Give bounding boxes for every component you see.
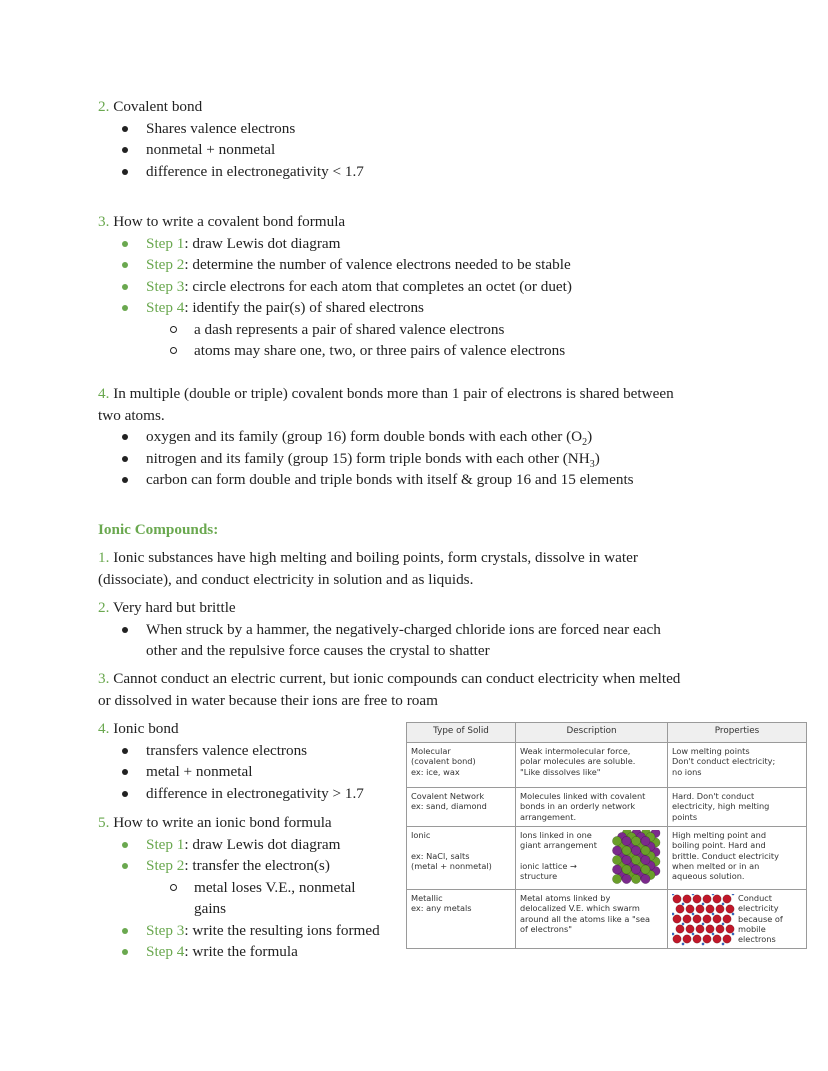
section-covalent-formula xyxy=(98,211,738,362)
ion-purple xyxy=(641,836,650,845)
list-item: Step 1: draw Lewis dot diagram xyxy=(98,834,403,856)
metal-cation xyxy=(723,895,731,903)
table-row xyxy=(407,743,807,788)
table-header-row xyxy=(407,723,807,743)
metal-cation xyxy=(693,895,701,903)
ionic-lattice-image xyxy=(609,830,661,886)
electron xyxy=(682,903,684,905)
table-row xyxy=(407,827,807,890)
metal-cation xyxy=(713,935,721,943)
ion-green xyxy=(631,874,640,883)
paragraph: 3. Cannot conduct an electric current, but ionic compounds can conduct electricity when melted xyxy=(98,670,681,687)
column-header: Properties xyxy=(668,723,807,743)
ionic-point-3 xyxy=(98,668,758,711)
ion-green xyxy=(631,836,640,845)
list-item: difference in electronegativity < 1.7 xyxy=(98,161,738,183)
paragraph: two atoms. xyxy=(98,406,165,424)
metal-cation xyxy=(696,905,704,913)
metal-cation xyxy=(703,915,711,923)
metal-cation xyxy=(723,935,731,943)
ion-green xyxy=(641,865,650,874)
metal-cation xyxy=(676,925,684,933)
metal-cation xyxy=(686,905,694,913)
ion-purple xyxy=(641,874,650,883)
metal-cation xyxy=(713,915,721,923)
table-cell: Conduct electricity because of mobile electrons xyxy=(668,890,807,949)
electron xyxy=(702,943,704,945)
metal-cation xyxy=(696,925,704,933)
electron xyxy=(692,933,694,935)
list-item: Shares valence electrons xyxy=(98,118,738,140)
metal-cation xyxy=(673,915,681,923)
list-item: difference in electronegativity > 1.7 xyxy=(98,783,398,805)
table-cell: Ionic ex: NaCl, salts (metal + nonmetal) xyxy=(407,827,516,890)
table-cell: Molecules linked with covalent bonds in an orderly network arrangement. xyxy=(516,788,668,827)
metal-cation xyxy=(706,905,714,913)
table-cell: Low melting points Don't conduct electricity; no ions xyxy=(668,743,807,788)
list-item: metal + nonmetal xyxy=(98,761,398,783)
metal-cation xyxy=(703,895,711,903)
table-cell: Weak intermolecular force, polar molecules are soluble. "Like dissolves like" xyxy=(516,743,668,788)
metal-cation xyxy=(716,905,724,913)
table-cell: Metallic ex: any metals xyxy=(407,890,516,949)
ion-purple xyxy=(631,846,640,855)
ion-green xyxy=(612,874,621,883)
metal-cation xyxy=(673,935,681,943)
electron xyxy=(722,943,724,945)
list-item: carbon can form double and triple bonds with itself & group 16 and 15 elements xyxy=(98,469,758,491)
ion-purple xyxy=(631,865,640,874)
electron xyxy=(712,894,714,895)
list-item: transfers valence electrons xyxy=(98,740,398,762)
metal-cation xyxy=(683,915,691,923)
ionic-point-1 xyxy=(98,547,758,590)
paragraph: or dissolved in water because their ions are free to roam xyxy=(98,691,438,709)
table-cell: Metal atoms linked by delocalized V.E. which swarm around all the atoms like a "sea of electrons" xyxy=(516,890,668,949)
metal-cation xyxy=(706,925,714,933)
metal-cation xyxy=(703,935,711,943)
list-item: nonmetal + nonmetal xyxy=(98,139,738,161)
ion-purple xyxy=(622,855,631,864)
ion-purple xyxy=(641,855,650,864)
ion-purple xyxy=(622,836,631,845)
section-multiple-bonds xyxy=(98,383,758,491)
electron xyxy=(732,913,734,915)
metal-cation xyxy=(726,925,734,933)
electron xyxy=(702,923,704,925)
ion-purple xyxy=(612,865,621,874)
electron xyxy=(732,894,734,895)
ionic-point-4 xyxy=(98,718,398,804)
electron xyxy=(682,923,684,925)
metal-cation xyxy=(686,925,694,933)
section-heading: 4. Ionic bond xyxy=(98,720,179,737)
list-item: Step 2: determine the number of valence electrons needed to be stable xyxy=(98,254,738,276)
section-heading: 2. Covalent bond xyxy=(98,98,203,115)
list-item: nitrogen and its family (group 15) form triple bonds with each other $(NH_3)$ xyxy=(98,448,758,470)
table-cell: Hard. Don't conduct electricity, high melting points xyxy=(668,788,807,827)
electron xyxy=(672,933,674,935)
metal-cation xyxy=(676,905,684,913)
electron xyxy=(712,913,714,915)
metal-cation xyxy=(726,905,734,913)
ion-green xyxy=(612,855,621,864)
section-covalent-bond xyxy=(98,96,738,182)
list-item: oxygen and its family (group 16) form double bonds with each other $(O_2)$ xyxy=(98,426,758,448)
list-item: a dash represents a pair of shared valence electrons xyxy=(98,319,738,341)
paragraph: (dissociate), and conduct electricity in solution and as liquids. xyxy=(98,570,474,588)
ion-green xyxy=(622,865,631,874)
electron xyxy=(672,913,674,915)
ionic-heading: Ionic Compounds: xyxy=(98,521,219,538)
ion-green xyxy=(641,846,650,855)
metal-cation xyxy=(683,935,691,943)
metal-cation xyxy=(673,895,681,903)
list-item: Step 1: draw Lewis dot diagram xyxy=(98,233,738,255)
solids-table xyxy=(406,722,807,949)
ionic-point-2 xyxy=(98,597,758,662)
electron xyxy=(692,913,694,915)
table-cell: Ions linked in one giant arrangement ionic lattice → structure xyxy=(516,827,668,890)
list-item: Step 2: transfer the electron(s) xyxy=(98,855,403,877)
electron xyxy=(712,933,714,935)
metal-cation xyxy=(693,915,701,923)
paragraph: 4. In multiple (double or triple) covalent bonds more than 1 pair of electrons is shared between xyxy=(98,385,674,402)
section-heading: 3. How to write a covalent bond formula xyxy=(98,213,346,230)
table-cell: Covalent Network ex: sand, diamond xyxy=(407,788,516,827)
table-row xyxy=(407,788,807,827)
list-item: atoms may share one, two, or three pairs of valence electrons xyxy=(98,340,738,362)
column-header: Type of Solid xyxy=(407,723,516,743)
list-item: metal loses V.E., nonmetal gains xyxy=(98,877,403,920)
section-heading: 5. How to write an ionic bond formula xyxy=(98,814,332,831)
ion-green xyxy=(631,855,640,864)
ion-green xyxy=(612,836,621,845)
metal-sea-of-electrons-image xyxy=(672,894,736,946)
table-cell: High melting point and boiling point. Hard and brittle. Conduct electricity when melted or in an aqueous solution. xyxy=(668,827,807,890)
metal-cation xyxy=(723,915,731,923)
electron xyxy=(722,923,724,925)
ion-purple xyxy=(622,874,631,883)
ion-purple xyxy=(612,846,621,855)
electron xyxy=(672,894,674,895)
section-heading: 2. Very hard but brittle xyxy=(98,599,236,616)
metal-cation xyxy=(716,925,724,933)
table-cell: Molecular (covalent bond) ex: ice, wax xyxy=(407,743,516,788)
list-item: Step 4: write the formula xyxy=(98,941,403,963)
electron xyxy=(722,903,724,905)
paragraph: 1. Ionic substances have high melting and boiling points, form crystals, dissolve in water xyxy=(98,549,638,566)
metal-cation xyxy=(713,895,721,903)
metal-cation xyxy=(693,935,701,943)
list-item: When struck by a hammer, the negatively-charged chloride ions are forced near each other and the repulsive force causes the crystal to shatter xyxy=(98,619,758,662)
column-header: Description xyxy=(516,723,668,743)
list-item: Step 3: write the resulting ions formed xyxy=(98,920,403,942)
table-row xyxy=(407,890,807,949)
ion-green xyxy=(622,846,631,855)
electron xyxy=(702,903,704,905)
electron xyxy=(682,943,684,945)
electron xyxy=(692,894,694,895)
list-item: Step 4: identify the pair(s) of shared electrons xyxy=(98,297,738,319)
metal-cation xyxy=(683,895,691,903)
list-item: Step 3: circle electrons for each atom that completes an octet (or duet) xyxy=(98,276,738,298)
electron xyxy=(732,933,734,935)
ionic-point-5 xyxy=(98,812,403,963)
